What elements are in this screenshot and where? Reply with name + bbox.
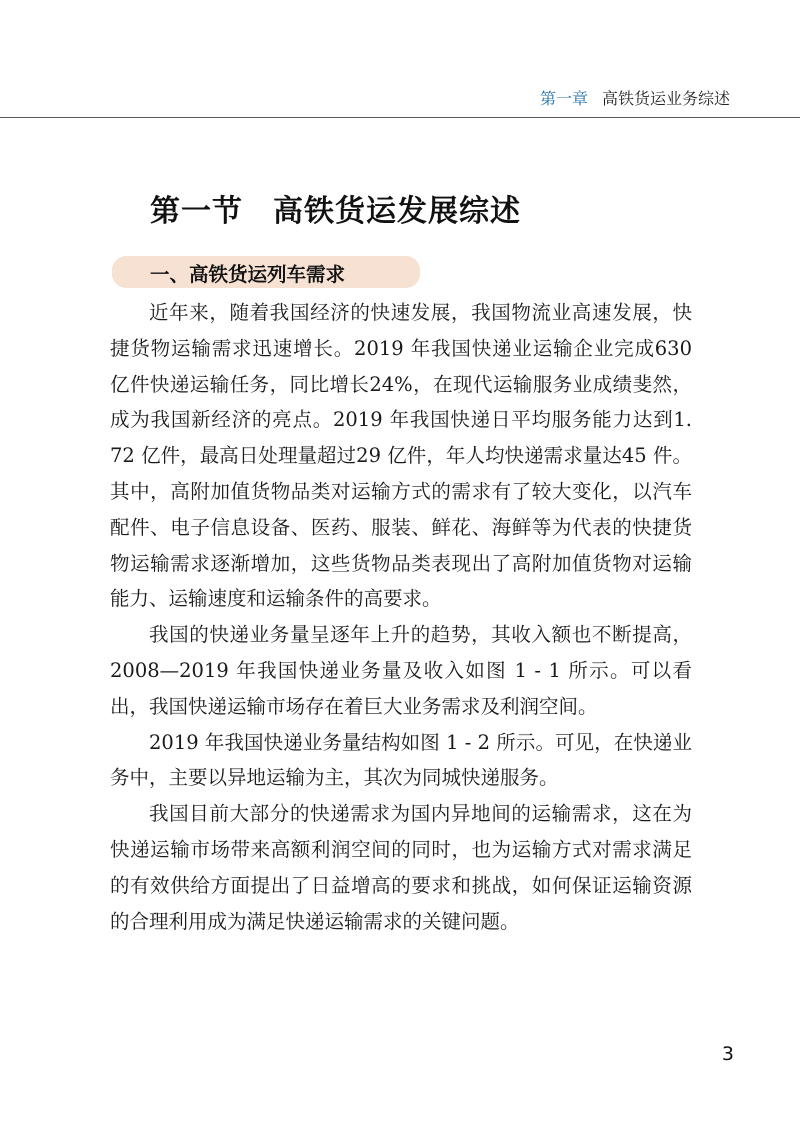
section-title [150,186,521,230]
subheading-banner [112,256,420,288]
section-title-text: 高铁货运发展综述 [273,194,521,229]
header-rule [0,117,800,118]
paragraph: 近年来，随着我国经济的快速发展，我国物流业高速发展，快捷货物运输需求迅速增长。2019 年我国快递业运输企业完成630 亿件快递运输任务，同比增长24%，在现代运输服务业成绩斐然，成为我国新经济的亮点。2019 年我国快递日平均服务能力达到1. 72 亿件，最高日处理量超过29 亿件，年人均快递需求量达45 件。其中，高附加值货物品类对运输方式的需求有了较大变化，以汽车配件、电子信息设备、医药、服装、鲜花、海鲜等为代表的快捷货物运输需求逐渐增加，这些货物品类表现出了高附加值货物对运输能力、运输速度和运输条件的高要求。 [110,301,692,611]
paragraph: 我国目前大部分的快递需求为国内异地间的运输需求，这在为快递运输市场带来高额利润空间的同时，也为运输方式对需求满足的有效供给方面提出了日益增高的要求和挑战，如何保证运输资源的合理利用成为满足快递运输需求的关键问题。 [110,802,692,933]
section-number: 第一节 [150,194,243,229]
subheading: 一、高铁货运列车需求 [150,263,346,286]
running-header [540,86,730,109]
page-number: 3 [721,1043,734,1065]
body-text [110,295,692,939]
chapter-title: 高铁货运业务综述 [601,89,730,108]
paragraph: 我国的快递业务量呈逐年上升的趋势，其收入额也不断提高，2008—2019 年我国快递业务量及收入如图 1 - 1 所示。可以看出，我国快递运输市场存在着巨大业务需求及利润空间。 [110,623,692,718]
paragraph: 2019 年我国快递业务量结构如图 1 - 2 所示。可见，在快递业务中，主要以异地运输为主，其次为同城快递服务。 [110,730,692,790]
chapter-label: 第一章 [539,89,588,108]
